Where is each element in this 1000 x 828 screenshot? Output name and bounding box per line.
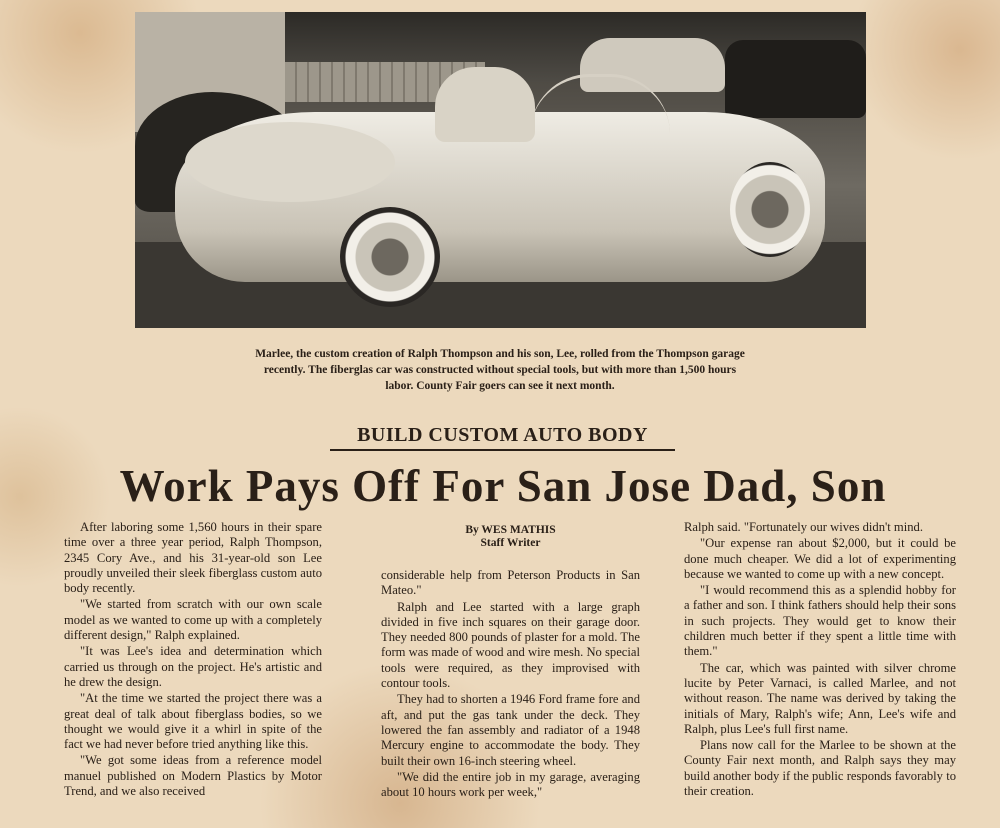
byline: [381, 524, 640, 550]
kicker-headline: BUILD CUSTOM AUTO BODY: [330, 424, 675, 451]
paragraph: considerable help from Peterson Products in San Mateo.": [381, 568, 640, 598]
main-headline: Work Pays Off For San Jose Dad, Son: [119, 461, 887, 511]
paragraph: "I would recommend this as a splendid hobby for a father and son. I think fathers should help their sons in such projects. They would get to know their children much better if they spent a little time with them.": [684, 583, 956, 659]
front-wheel: [730, 162, 810, 257]
paragraph: "We got some ideas from a reference model manuel published on Modern Plastics by Motor Trend, and we also received: [64, 753, 322, 799]
paragraph: They had to shorten a 1946 Ford frame fore and aft, and put the gas tank under the deck. They lowered the fan assembly and radiator of a 1948 Mercury engine to accommodate the body. They built their own 16-inch steering wheel.: [381, 692, 640, 768]
article-column-3: [684, 520, 956, 800]
driver-figures: [435, 67, 535, 142]
paragraph: Plans now call for the Marlee to be shown at the County Fair next month, and Ralph says they may build another body if the public responds favorably to their creation.: [684, 738, 956, 799]
car-photo: [135, 12, 866, 328]
paragraph: "It was Lee's idea and determination which carried us through on the project. He's artistic and he drew the design.: [64, 644, 322, 689]
paragraph: "Our expense ran about $2,000, but it could be done much cheaper. We did a lot of experimenting because we wanted to come up with a new concept.: [684, 536, 956, 581]
paragraph: Ralph said. "Fortunately our wives didn't mind.: [684, 520, 923, 534]
byline-author: By WES MATHIS: [465, 524, 556, 536]
paragraph: "At the time we started the project there was a great deal of talk about fiberglass bodies, so we thought we would give it a whirl in spite of the fact we had never before tried anything like this.: [64, 691, 322, 752]
paragraph: The car, which was painted with silver chrome lucite by Peter Varnaci, is called Marlee, and not without reason. The name was derived by taking the initials of Mary, Ralph's wife; Ann, Lee's wife and Ralph, plus Lee's full first name.: [684, 660, 956, 736]
photo-caption: Marlee, the custom creation of Ralph Thompson and his son, Lee, rolled from the Thompson garage recently. The fiberglas car was constructed without special tools, but with more than 1,500 hours labor. County Fair goers can see it next month.: [255, 348, 745, 392]
byline-role: Staff Writer: [480, 537, 541, 549]
paragraph: "We started from scratch with our own scale model as we wanted to come up with a completely different design," Ralph explained.: [64, 597, 322, 643]
paragraph: After laboring some 1,560 hours in their spare time over a three year period, Ralph Thompson, 2345 Cory Ave., and his 31-year-old son Lee proudly unveiled their sleek fiberglass custom auto body recently.: [64, 520, 322, 596]
article-column-2: [381, 520, 640, 801]
paragraph: "We did the entire job in my garage, averaging about 10 hours work per week,": [381, 769, 640, 800]
rear-wheel: [340, 207, 440, 307]
paragraph: Ralph and Lee started with a large graph divided in five inch squares on their garage door. They needed 800 pounds of plaster for a mold. The form was made of wood and wire mesh. No special tools were required, as they improvised with contour tools.: [381, 599, 640, 691]
article-column-1: [64, 520, 322, 800]
